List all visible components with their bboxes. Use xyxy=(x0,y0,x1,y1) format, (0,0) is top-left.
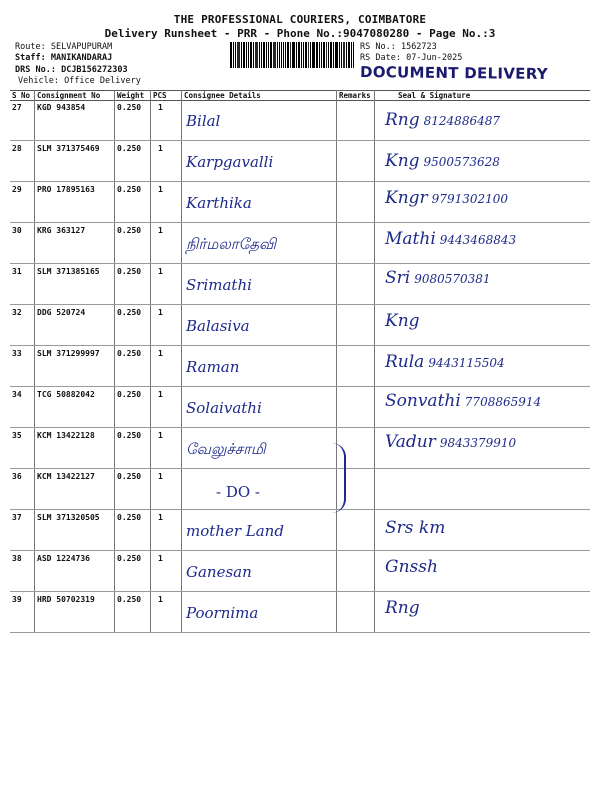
row-signature xyxy=(385,518,445,538)
row-weight: 0.250 xyxy=(117,472,142,481)
row-consignment-no: SLM 371320505 xyxy=(37,513,100,522)
handwritten-phone: 9791302100 xyxy=(431,192,509,206)
table-row xyxy=(10,387,590,428)
drs-label: DRS No.: xyxy=(15,65,56,75)
row-sno: 38 xyxy=(12,554,22,563)
table-row xyxy=(10,346,590,387)
row-weight: 0.250 xyxy=(117,431,142,440)
row-sno: 36 xyxy=(12,472,22,481)
table-row xyxy=(10,592,590,633)
row-sno: 32 xyxy=(12,308,22,317)
row-pcs: 1 xyxy=(158,308,163,317)
row-pcs: 1 xyxy=(158,431,163,440)
row-sno: 35 xyxy=(12,431,22,440)
staff-label: Staff: xyxy=(15,53,46,63)
rs-no-label: RS No.: xyxy=(360,42,396,52)
signature-mark: Srs km xyxy=(385,518,446,538)
row-weight: 0.250 xyxy=(117,390,142,399)
row-consignment-no: KCM 13422128 xyxy=(37,431,95,440)
vehicle-value: Office Delivery xyxy=(64,76,141,86)
row-signature xyxy=(385,110,500,130)
row-weight: 0.250 xyxy=(117,226,142,235)
header-sno: S No xyxy=(12,91,31,100)
row-consignment-no: TCG 50882042 xyxy=(37,390,95,399)
row-consignee-name: Srimathi xyxy=(186,276,252,294)
row-pcs: 1 xyxy=(158,472,163,481)
row-consignee-name: வேலுச்சாமி xyxy=(186,440,266,458)
handwritten-phone: 9080570381 xyxy=(414,272,491,286)
vehicle-label: Vehicle: xyxy=(18,76,59,86)
row-weight: 0.250 xyxy=(117,144,142,153)
row-consignee-name: Bilal xyxy=(186,112,221,130)
signature-mark: Mathi xyxy=(385,229,436,249)
table-row xyxy=(10,264,590,305)
row-consignment-no: SLM 371299997 xyxy=(37,349,100,358)
row-weight: 0.250 xyxy=(117,554,142,563)
row-pcs: 1 xyxy=(158,144,163,153)
row-consignee-name: நிர்மலாதேவி xyxy=(186,235,277,253)
row-weight: 0.250 xyxy=(117,308,142,317)
table-row xyxy=(10,223,590,264)
row-consignee-name: - DO - xyxy=(216,483,260,501)
row-divider xyxy=(10,632,590,633)
handwritten-phone: 7708865914 xyxy=(464,395,542,409)
header-seal: Seal & Signature xyxy=(398,91,471,100)
table-row xyxy=(10,141,590,182)
row-sno: 27 xyxy=(12,103,22,112)
row-signature xyxy=(385,352,505,372)
header-consignee: Consignee Details xyxy=(184,91,261,100)
company-title: THE PROFESSIONAL COURIERS, COIMBATORE xyxy=(173,13,427,26)
table-row xyxy=(10,182,590,223)
row-pcs: 1 xyxy=(158,554,163,563)
row-sno: 33 xyxy=(12,349,22,358)
signature-mark: Vadur xyxy=(385,432,436,452)
row-consignee-name: Solaivathi xyxy=(186,399,262,417)
row-consignee-name: Poornima xyxy=(186,604,259,622)
row-pcs: 1 xyxy=(158,267,163,276)
row-sno: 31 xyxy=(12,267,22,276)
table-row xyxy=(10,510,590,551)
row-weight: 0.250 xyxy=(117,595,142,604)
row-consignment-no: KCM 13422127 xyxy=(37,472,95,481)
row-sno: 34 xyxy=(12,390,22,399)
row-signature xyxy=(385,229,516,249)
row-consignment-no: DDG 520724 xyxy=(37,308,86,317)
header-weight: Weight xyxy=(117,91,145,100)
row-pcs: 1 xyxy=(158,349,163,358)
table-row xyxy=(10,305,590,346)
handwritten-phone: 9500573628 xyxy=(423,155,500,169)
handwritten-phone: 9443115504 xyxy=(428,356,505,370)
row-consignment-no: PRO 17895163 xyxy=(37,185,95,194)
row-signature xyxy=(385,432,516,452)
drs-line xyxy=(15,65,128,75)
row-weight: 0.250 xyxy=(117,349,142,358)
signature-mark: Rula xyxy=(385,352,425,372)
signature-mark: Kng xyxy=(385,151,420,171)
row-signature xyxy=(385,151,500,171)
row-signature xyxy=(385,557,438,577)
staff-value: MANIKANDARAJ xyxy=(50,53,113,63)
row-weight: 0.250 xyxy=(117,185,142,194)
signature-mark: Sonvathi xyxy=(385,391,461,411)
table-row xyxy=(10,551,590,592)
row-consignee-name: Balasiva xyxy=(186,317,250,335)
row-consignment-no: HRD 50702319 xyxy=(37,595,95,604)
rs-date-value: 07-Jun-2025 xyxy=(406,53,463,63)
ditto-brace-mark xyxy=(330,443,346,513)
row-pcs: 1 xyxy=(158,390,163,399)
barcode xyxy=(230,42,355,68)
row-consignment-no: ASD 1224736 xyxy=(37,554,90,563)
drs-value: DCJB156272303 xyxy=(61,65,128,75)
row-signature xyxy=(385,391,541,411)
runsheet-subtitle: Delivery Runsheet - PRR - Phone No.:9047080280 - Page No.:3 xyxy=(104,27,496,40)
row-consignee-name: Karthika xyxy=(186,194,252,212)
signature-mark: Gnssh xyxy=(385,557,438,577)
signature-mark: Kngr xyxy=(385,188,428,208)
row-sno: 30 xyxy=(12,226,22,235)
signature-mark: Kng xyxy=(385,311,420,331)
route-label: Route: xyxy=(15,42,46,52)
signature-mark: Rng xyxy=(385,598,420,618)
row-sno: 28 xyxy=(12,144,22,153)
row-pcs: 1 xyxy=(158,103,163,112)
row-consignment-no: SLM 371375469 xyxy=(37,144,100,153)
rs-date-line xyxy=(360,53,462,63)
header-pcs: PCS xyxy=(153,91,167,100)
row-consignment-no: SLM 371385165 xyxy=(37,267,100,276)
signature-mark: Rng xyxy=(385,110,420,130)
route-line xyxy=(15,42,112,52)
row-sno: 39 xyxy=(12,595,22,604)
row-pcs: 1 xyxy=(158,226,163,235)
row-weight: 0.250 xyxy=(117,103,142,112)
table-row xyxy=(10,469,590,510)
rs-date-label: RS Date: xyxy=(360,53,401,63)
row-weight: 0.250 xyxy=(117,267,142,276)
row-consignment-no: KGD 943854 xyxy=(37,103,86,112)
header-remarks: Remarks xyxy=(339,91,371,100)
row-signature xyxy=(385,188,508,208)
row-consignee-name: Karpgavalli xyxy=(186,153,274,171)
table-row xyxy=(10,100,590,141)
rs-no-line xyxy=(360,42,437,52)
rs-no-value: 1562723 xyxy=(400,42,437,52)
signature-mark: Sri xyxy=(385,268,411,288)
row-sno: 37 xyxy=(12,513,22,522)
document-delivery-stamp: DOCUMENT DELIVERY xyxy=(359,63,549,83)
staff-line xyxy=(15,53,112,63)
handwritten-phone: 8124886487 xyxy=(423,114,500,128)
row-signature xyxy=(385,598,420,618)
row-sno: 29 xyxy=(12,185,22,194)
header-consignment: Consignment No xyxy=(37,91,101,100)
row-consignee-name: Ganesan xyxy=(186,563,252,581)
row-consignee-name: mother Land xyxy=(186,522,284,540)
row-signature xyxy=(385,268,491,288)
route-value: SELVAPUPURAM xyxy=(50,42,113,52)
table-row xyxy=(10,428,590,469)
row-consignee-name: Raman xyxy=(186,358,240,376)
row-pcs: 1 xyxy=(158,185,163,194)
row-signature xyxy=(385,311,420,331)
handwritten-phone: 9843379910 xyxy=(439,436,517,450)
handwritten-phone: 9443468843 xyxy=(439,233,517,247)
vehicle-line xyxy=(18,76,141,86)
row-consignment-no: KRG 363127 xyxy=(37,226,86,235)
row-pcs: 1 xyxy=(158,513,163,522)
row-pcs: 1 xyxy=(158,595,163,604)
row-weight: 0.250 xyxy=(117,513,142,522)
